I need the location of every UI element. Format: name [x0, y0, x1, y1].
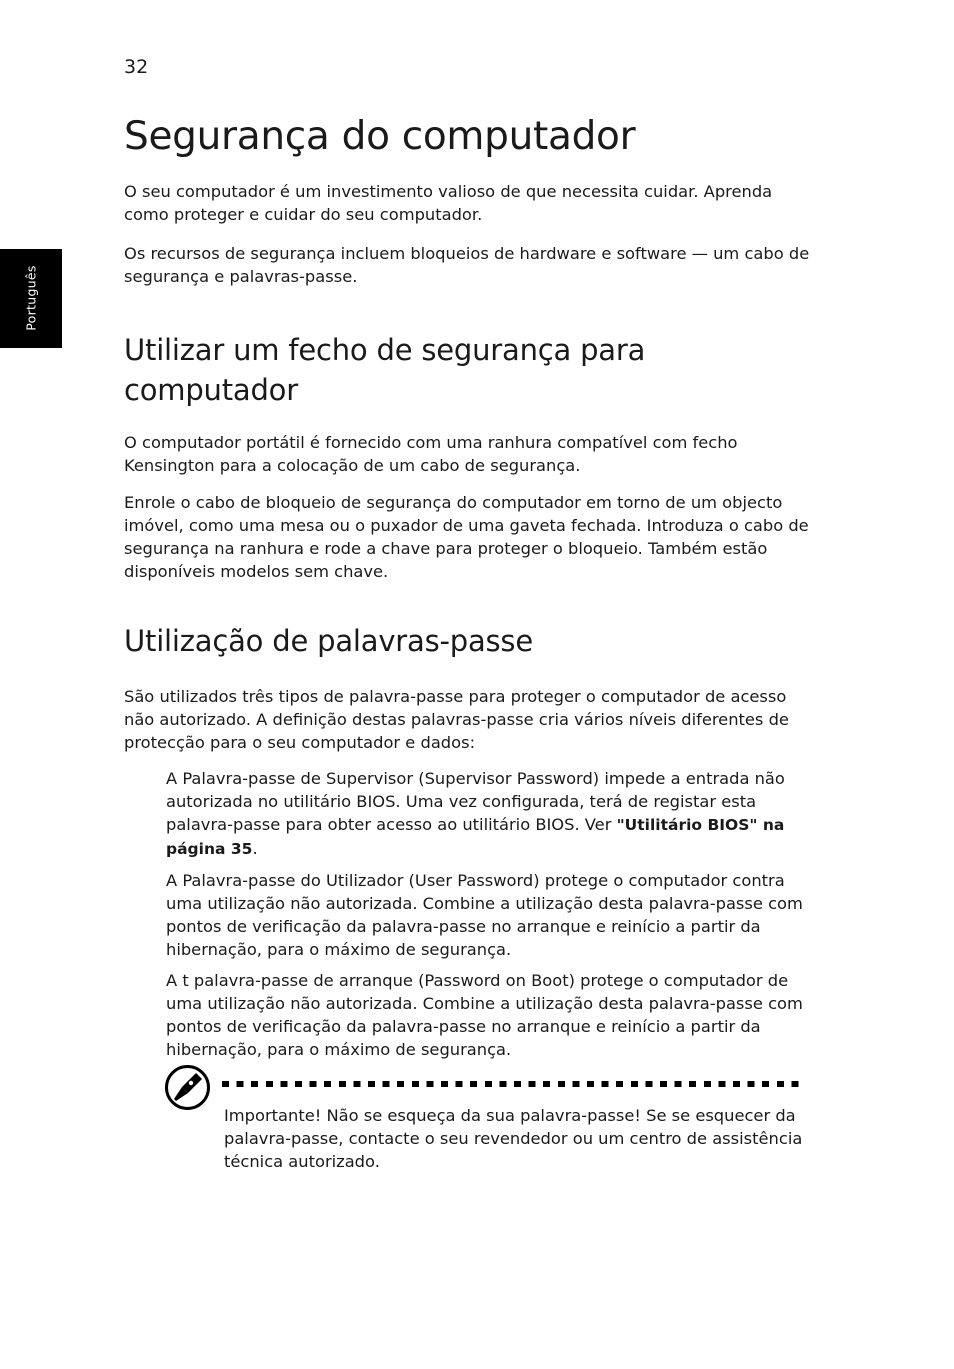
important-message: Não se esqueça da sua palavra-passe! Se se esquecer da palavra-passe, contacte o seu revendedor ou um centro de assistência técnica autorizado.	[224, 1106, 803, 1171]
supervisor-password-text: A Palavra-passe de Supervisor (Supervisor Password) impede a entrada não autorizada no utilitário BIOS. Uma vez configurada, terá de registar esta palavra-passe para obter acesso ao utilitário BIOS. Ver	[166, 769, 785, 834]
section-heading-passwords: Utilização de palavras-passe	[124, 624, 533, 658]
lock-paragraph-2: Enrole o cabo de bloqueio de segurança do computador em torno de um objecto imóvel, como uma mesa ou o puxador de uma gaveta fechada. Introduza o cabo de segurança na ranhura e rode a chave para proteger o bloqueio. Também estão disponíveis modelos sem chave.	[124, 493, 809, 581]
supervisor-password-item	[166, 767, 814, 861]
user-password-item: A Palavra-passe do Utilizador (User Password) protege o computador contra uma utilização não autorizada. Combine a utilização desta palavra-passe com pontos de verificação da palavra-passe no arranque e reinício a partir da hibernação, para o máximo de segurança.	[166, 871, 803, 959]
page-title: Segurança do computador	[124, 114, 636, 159]
password-types-list	[166, 767, 814, 1061]
boot-password-item: A t palavra-passe de arranque (Password on Boot) protege o computador de uma utilização não autorizada. Combine a utilização desta palavra-passe com pontos de verificação da palavra-passe no arranque e reinício a partir da hibernação, para o máximo de segurança.	[166, 971, 803, 1059]
intro-paragraph-1: O seu computador é um investimento valioso de que necessita cuidar. Aprenda como proteger e cuidar do seu computador.	[124, 182, 773, 224]
language-side-tab	[0, 249, 62, 348]
note-divider	[222, 1081, 806, 1087]
lock-paragraph-1: O computador portátil é fornecido com uma ranhura compatível com fecho Kensington para a colocação de um cabo de segurança.	[124, 433, 738, 475]
page-number: 32	[124, 56, 149, 78]
passwords-intro: São utilizados três tipos de palavra-passe para proteger o computador de acesso não autorizado. A definição destas palavras-passe cria vários níveis diferentes de protecção para o seu computador e dados:	[124, 687, 789, 752]
pen-nib-icon	[164, 1064, 211, 1111]
section-heading-lock: Utilizar um fecho de segurança para computador	[124, 333, 646, 407]
intro-paragraph-2: Os recursos de segurança incluem bloqueios de hardware e software — um cabo de segurança e palavras-passe.	[124, 244, 810, 286]
page-content	[124, 108, 814, 1061]
important-note	[224, 1104, 809, 1173]
important-note-text	[224, 1104, 809, 1173]
bios-utility-reference-link[interactable]: "Utilitário BIOS" na página 35	[166, 816, 785, 858]
language-side-tab-label: Português	[23, 265, 39, 331]
supervisor-password-end: .	[252, 839, 258, 858]
important-label: Importante!	[224, 1106, 322, 1125]
